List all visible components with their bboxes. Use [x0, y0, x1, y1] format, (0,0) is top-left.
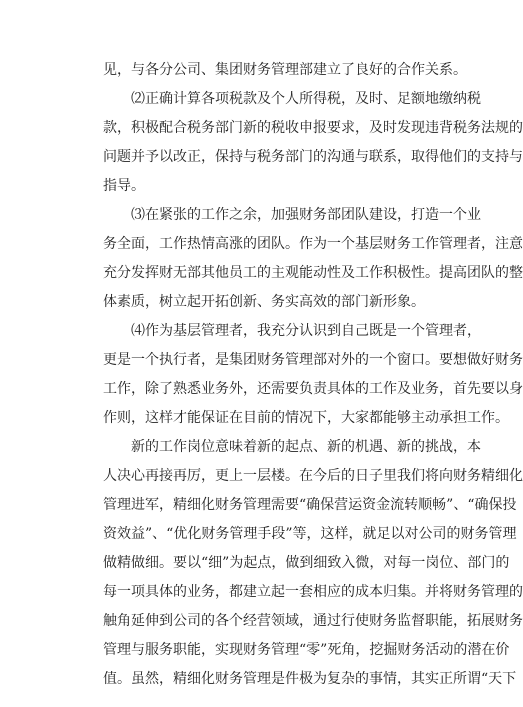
paragraph-line: 管理与服务职能，实现财务管理“零”死角，挖掘财务活动的潜在价 [103, 642, 510, 658]
paragraph [103, 85, 523, 201]
paragraph-line: 人决心再接再厉，更上一层楼。在今后的日子里我们将向财务精细化 [103, 468, 523, 484]
paragraph-line: ⑶在紧张的工作之余，加强财务部团队建设，打造一个业 [131, 207, 481, 223]
paragraph-line: 指导。 [103, 178, 145, 194]
paragraph-line: 体素质，树立起开拓创新、务实高效的部门新形象。 [103, 294, 425, 310]
paragraph-line: 更是一个执行者，是集团财务管理部对外的一个窗口。要想做好财务 [103, 352, 523, 368]
paragraph-line: 做精做细。要以“细”为起点，做到细致入微，对每一岗位、部门的 [103, 555, 510, 571]
paragraph [103, 433, 523, 694]
paragraph-line: 新的工作岗位意味着新的起点、新的机遇、新的挑战，本 [131, 439, 481, 455]
paragraph-line: 管理进军，精细化财务管理需要“确保营运资金流转顺畅”、“确保投 [103, 497, 517, 513]
paragraph [103, 56, 467, 85]
paragraph-line: 务全面，工作热情高涨的团队。作为一个基层财务工作管理者，注意 [103, 236, 523, 252]
paragraph [103, 201, 523, 317]
paragraph-line: 触角延伸到公司的各个经营领域，通过行使财务监督职能，拓展财务 [103, 613, 523, 629]
paragraph-line: ⑷作为基层管理者，我充分认识到自己既是一个管理者， [131, 323, 481, 339]
paragraph-line: 见，与各分公司、集团财务管理部建立了良好的合作关系。 [103, 62, 467, 78]
paragraph-line: 每一项具体的业务，都建立起一套相应的成本归集。并将财务管理的 [103, 584, 523, 600]
paragraph-line: 款，积极配合税务部门新的税收申报要求，及时发现违背税务法规的 [103, 120, 523, 136]
paragraph-line: 工作，除了熟悉业务外，还需要负责具体的工作及业务，首先要以身 [103, 381, 523, 397]
paragraph [103, 317, 523, 433]
paragraph-line: 作则，这样才能保证在目前的情况下，大家都能够主动承担工作。 [103, 410, 509, 426]
document-body [103, 56, 523, 694]
paragraph-line: 资效益”、“优化财务管理手段”等，这样，就足以对公司的财务管理 [103, 526, 517, 542]
paragraph-line: 问题并予以改正，保持与税务部门的沟通与联系，取得他们的支持与 [103, 149, 523, 165]
paragraph-line: 值。虽然，精细化财务管理是件极为复杂的事情，其实正所谓“天下 [103, 671, 517, 687]
paragraph-line: ⑵正确计算各项税款及个人所得税，及时、足额地缴纳税 [131, 91, 481, 107]
paragraph-line: 充分发挥财无部其他员工的主观能动性及工作积极性。提高团队的整 [103, 265, 523, 281]
